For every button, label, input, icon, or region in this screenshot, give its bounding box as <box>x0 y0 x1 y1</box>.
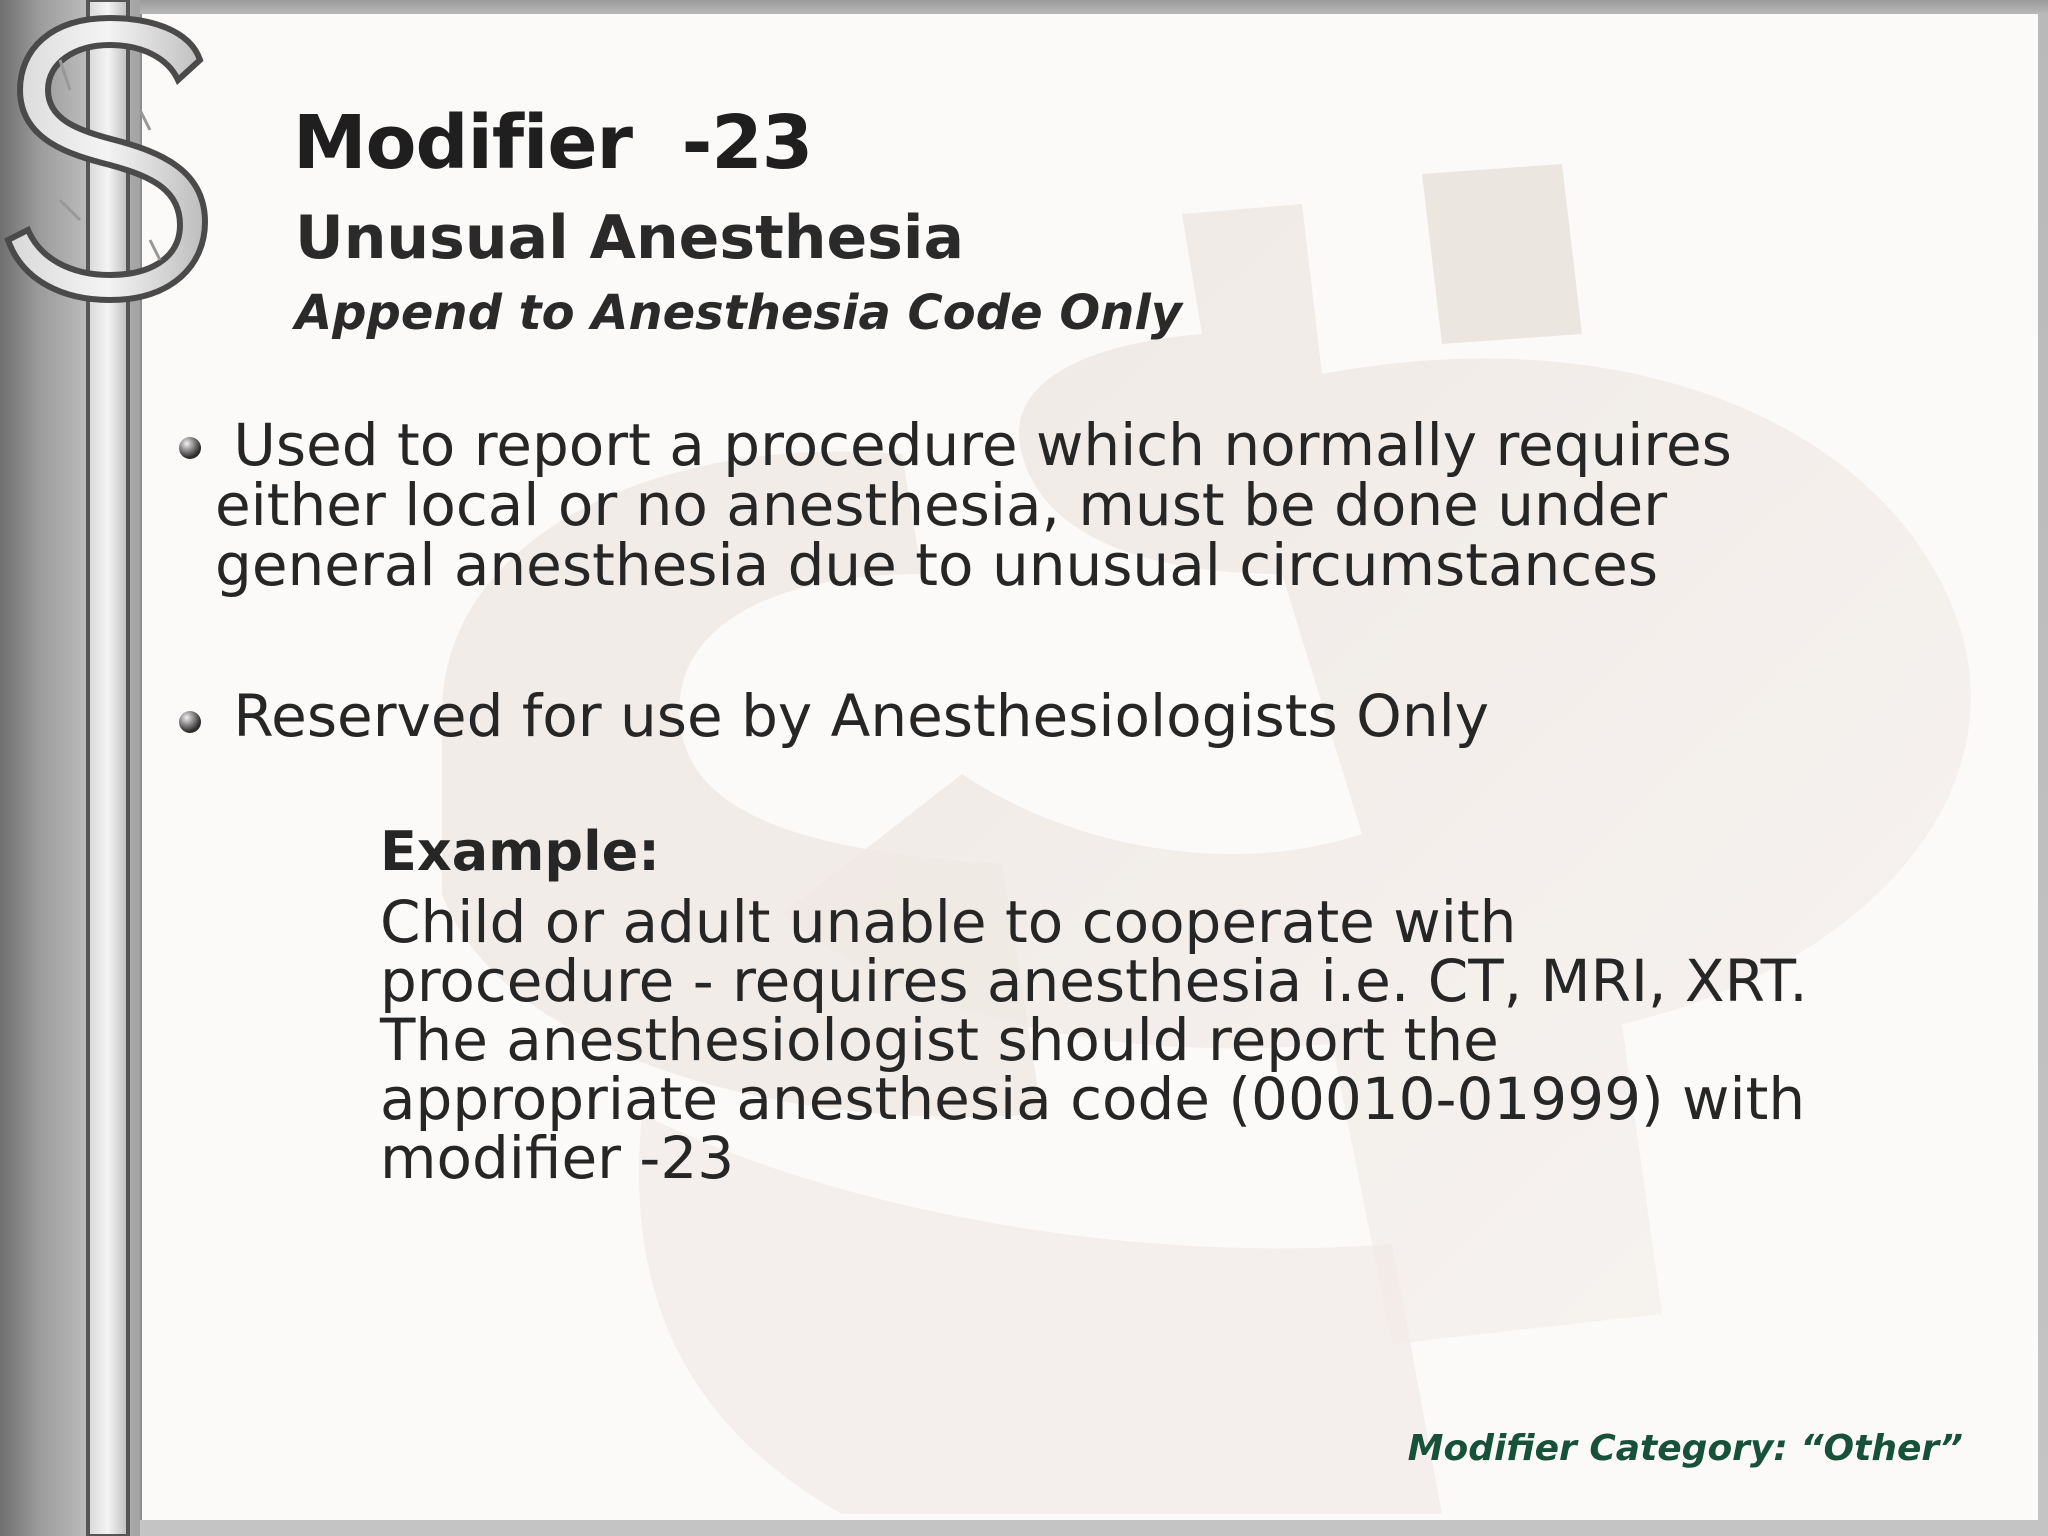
example-line: procedure - requires anesthesia i.e. CT, MRI, XRT. <box>380 947 1808 1015</box>
example-line: Child or adult unable to cooperate with <box>380 888 1517 956</box>
example-heading: Example: <box>380 820 660 883</box>
example-line: appropriate anesthesia code (00010-01999) with <box>380 1065 1806 1133</box>
slide-subtitle-italic: Append to Anesthesia Code Only <box>295 285 1183 341</box>
slide-subtitle: Unusual Anesthesia <box>295 203 964 273</box>
bullet-item <box>215 682 1490 750</box>
sphere-bullet-icon <box>179 437 201 459</box>
bullet-item <box>215 411 1732 599</box>
bullet-line: general anesthesia due to unusual circumstances <box>215 531 1659 599</box>
dollar-puzzle-icon <box>0 0 230 1536</box>
slide-title: Modifier -23 <box>293 100 813 186</box>
bullet-line: Used to report a procedure which normally requires <box>215 411 1732 479</box>
example-line: The anesthesiologist should report the <box>380 1006 1499 1074</box>
bullet-line: Reserved for use by Anesthesiologists Only <box>215 682 1490 750</box>
modifier-category-note: Modifier Category: “Other” <box>1407 1428 1963 1469</box>
sphere-bullet-icon <box>179 711 201 733</box>
example-line: modifier -23 <box>380 1124 735 1192</box>
bullet-line: either local or no anesthesia, must be done under <box>215 471 1668 539</box>
example-body <box>380 888 1900 1192</box>
